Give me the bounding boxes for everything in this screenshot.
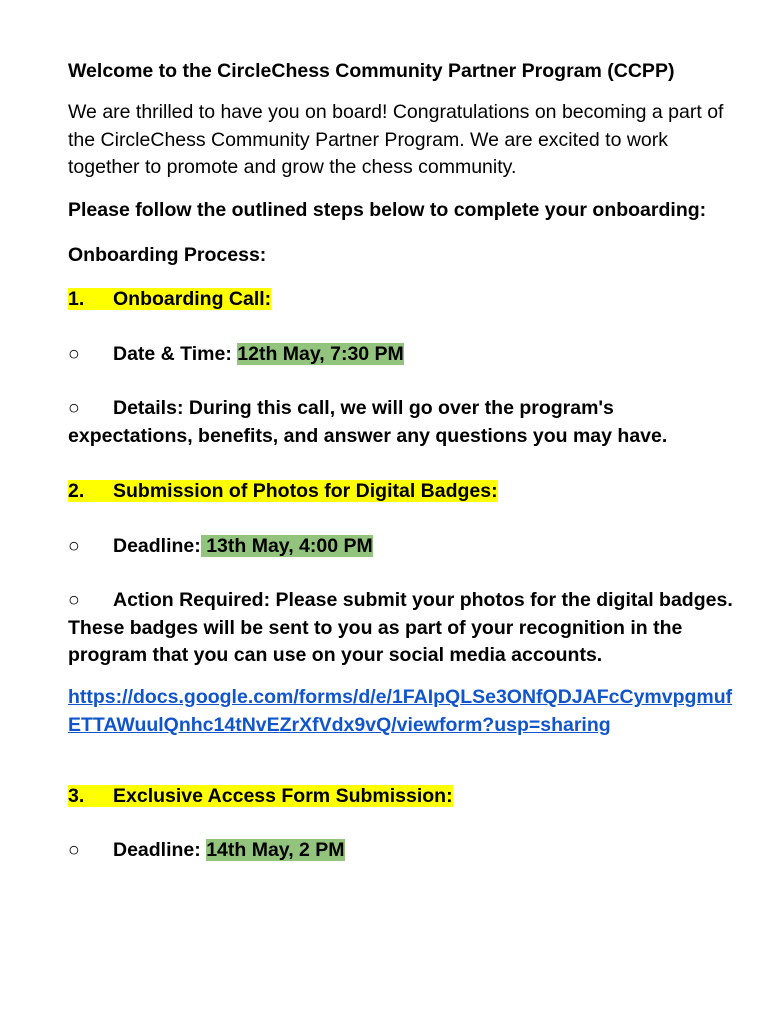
- step-3-heading: [68, 783, 453, 809]
- bullet-icon: ○: [68, 343, 80, 365]
- step-1-datetime-item: [68, 341, 404, 367]
- step-3-title: Exclusive Access Form Submission:: [113, 785, 453, 807]
- step-2-title: Submission of Photos for Digital Badges:: [113, 480, 498, 502]
- bullet-icon: ○: [68, 589, 80, 611]
- step-2-action-item: [68, 587, 736, 670]
- deadline-value: 13th May, 4:00 PM: [200, 535, 373, 557]
- step-1-number: 1.: [68, 288, 85, 310]
- bullet-icon: ○: [68, 397, 80, 419]
- bullet-icon: ○: [68, 535, 80, 557]
- intro-paragraph: We are thrilled to have you on board! Congratulations on becoming a part of the CircleChess Community Partner Program. We are excited to work together to promote and grow the chess community.: [68, 101, 724, 178]
- step-3-deadline-item: [68, 837, 345, 863]
- photo-form-link[interactable]: https://docs.google.com/forms/d/e/1FAIpQLSe3ONfQDJAFcCymvpgmufETTAWuulQnhc14tNvEZrXfVdx9vQ/viewform?usp=sharing: [68, 686, 733, 736]
- deadline-label: Deadline:: [113, 839, 201, 861]
- step-3-number: 3.: [68, 785, 85, 807]
- step-2-heading: [68, 478, 498, 504]
- deadline-value: 14th May, 2 PM: [206, 839, 345, 861]
- deadline-label: Deadline:: [113, 535, 201, 557]
- step-3-highlight: [68, 785, 453, 807]
- step-1-heading: [68, 286, 271, 312]
- action-text: Action Required: Please submit your photos for the digital badges. These badges will be sent to you as part of your recognition in the program that you can use on your social media accounts.: [68, 589, 733, 666]
- step-2-deadline-item: [68, 533, 373, 559]
- step-1-title: Onboarding Call:: [113, 288, 272, 310]
- datetime-value: 12th May, 7:30 PM: [237, 343, 404, 365]
- step-2-number: 2.: [68, 480, 85, 502]
- follow-steps-instruction: Please follow the outlined steps below to complete your onboarding:: [68, 199, 707, 221]
- step-1-details-item: [68, 395, 736, 450]
- step-1-highlight: [68, 288, 271, 310]
- details-text: Details: During this call, we will go over the program's expectations, benefits, and answer any questions you may have.: [68, 397, 668, 447]
- form-link-block: [68, 684, 738, 739]
- bullet-icon: ○: [68, 839, 80, 861]
- document-title: Welcome to the CircleChess Community Partner Program (CCPP): [68, 60, 675, 82]
- process-heading: Onboarding Process:: [68, 244, 267, 266]
- datetime-label: Date & Time:: [113, 343, 232, 365]
- step-2-highlight: [68, 480, 498, 502]
